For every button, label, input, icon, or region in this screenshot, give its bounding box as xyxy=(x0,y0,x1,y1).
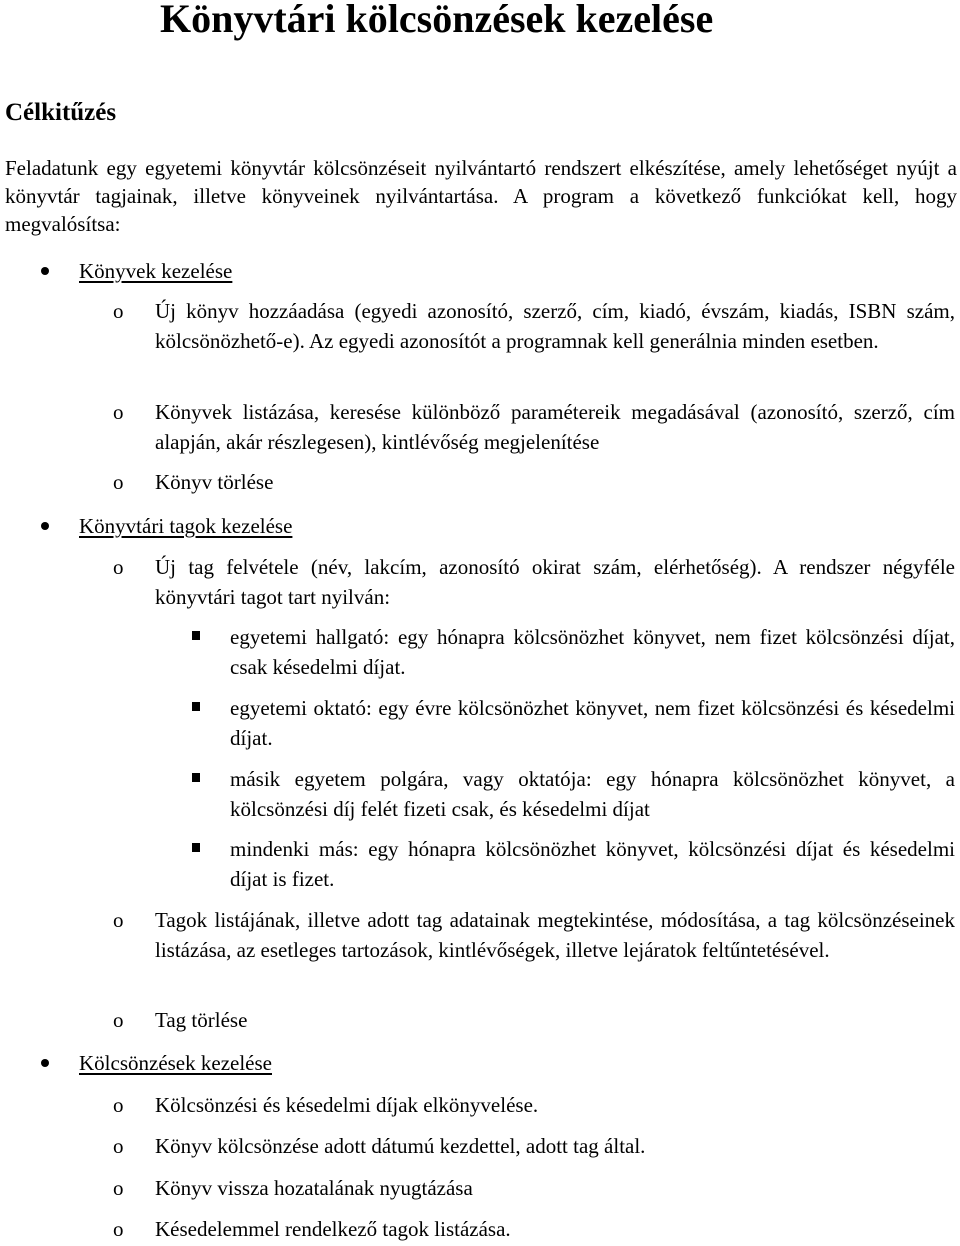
bullet-o: o xyxy=(113,908,124,932)
list-item-text: Könyv kölcsönzése adott dátumú kezdettel, adott tag által. xyxy=(155,1134,646,1158)
intro-paragraph: Feladatunk egy egyetemi könyvtár kölcsönzéseit nyilvántartó rendszert elkészítése, amely lehetőséget nyújt a könyvtár tagjainak, illetve könyveinek nyilvántartása. A program a következő funkciókat kell, hogy megvalósítsa: xyxy=(5,156,957,236)
bullet-o: o xyxy=(113,1176,124,1200)
bullet-o: o xyxy=(113,555,124,579)
member-type-text: egyetemi hallgató: egy hónapra kölcsönözhet könyvet, nem fizet kölcsönzési díjat, csak késedelmi díjat. xyxy=(230,625,955,679)
square-bullet-icon xyxy=(192,843,200,852)
bullet-dot xyxy=(41,1059,49,1067)
member-type-text: másik egyetem polgára, vagy oktatója: egy hónapra kölcsönözhet könyvet, a kölcsönzési díj felét fizeti csak, és késedelmi díjat xyxy=(230,767,955,821)
bullet-o: o xyxy=(113,1093,124,1117)
list-item-text: Tag törlése xyxy=(155,1008,248,1032)
list-item-text: Új tag felvétele (név, lakcím, azonosító okirat szám, elérhetőség). A rendszer négyféle könyvtári tagot tart nyilván: xyxy=(155,555,955,609)
bullet-o: o xyxy=(113,400,124,424)
member-type-text: egyetemi oktató: egy évre kölcsönözhet könyvet, nem fizet kölcsönzési és késedelmi díjat. xyxy=(230,696,955,750)
square-bullet-icon xyxy=(192,631,200,640)
bullet-o: o xyxy=(113,299,124,323)
bullet-o: o xyxy=(113,1217,124,1241)
section-members-label: Könyvtári tagok kezelése xyxy=(79,514,293,538)
bullet-dot xyxy=(41,522,49,530)
section-books-label: Könyvek kezelése xyxy=(79,259,233,283)
bullet-o: o xyxy=(113,1008,124,1032)
section-loans-label: Kölcsönzések kezelése xyxy=(79,1051,272,1075)
list-item-text: Könyvek listázása, keresése különböző paramétereik megadásával (azonosító, szerző, cím alapján, akár részlegesen), kintlévőség megjelenítése xyxy=(155,400,955,454)
member-type-text: mindenki más: egy hónapra kölcsönözhet könyvet, kölcsönzési díjat és késedelmi díjat is fizet. xyxy=(230,837,955,891)
bullet-o: o xyxy=(113,470,124,494)
square-bullet-icon xyxy=(192,773,200,782)
list-item-text: Új könyv hozzáadása (egyedi azonosító, szerző, cím, kiadó, évszám, kiadás, ISBN szám, kölcsönözhető-e). Az egyedi azonosítót a programnak kell generálnia minden esetben. xyxy=(155,299,955,353)
list-item-text: Késedelemmel rendelkező tagok listázása. xyxy=(155,1217,511,1241)
section-heading: Célkitűzés xyxy=(5,99,117,126)
bullet-o: o xyxy=(113,1134,124,1158)
list-item-text: Könyv vissza hozatalának nyugtázása xyxy=(155,1176,473,1200)
list-item-text: Tagok listájának, illetve adott tag adatainak megtekintése, módosítása, a tag kölcsönzéseinek listázása, az esetleges tartozások, kintlévőségek, illetve lejáratok feltűntetésével. xyxy=(155,908,955,962)
square-bullet-icon xyxy=(192,702,200,711)
list-item-text: Könyv törlése xyxy=(155,470,274,494)
document-title: Könyvtári kölcsönzések kezelése xyxy=(160,0,714,41)
list-item-text: Kölcsönzési és késedelmi díjak elkönyvelése. xyxy=(155,1093,539,1117)
bullet-dot xyxy=(41,267,49,275)
